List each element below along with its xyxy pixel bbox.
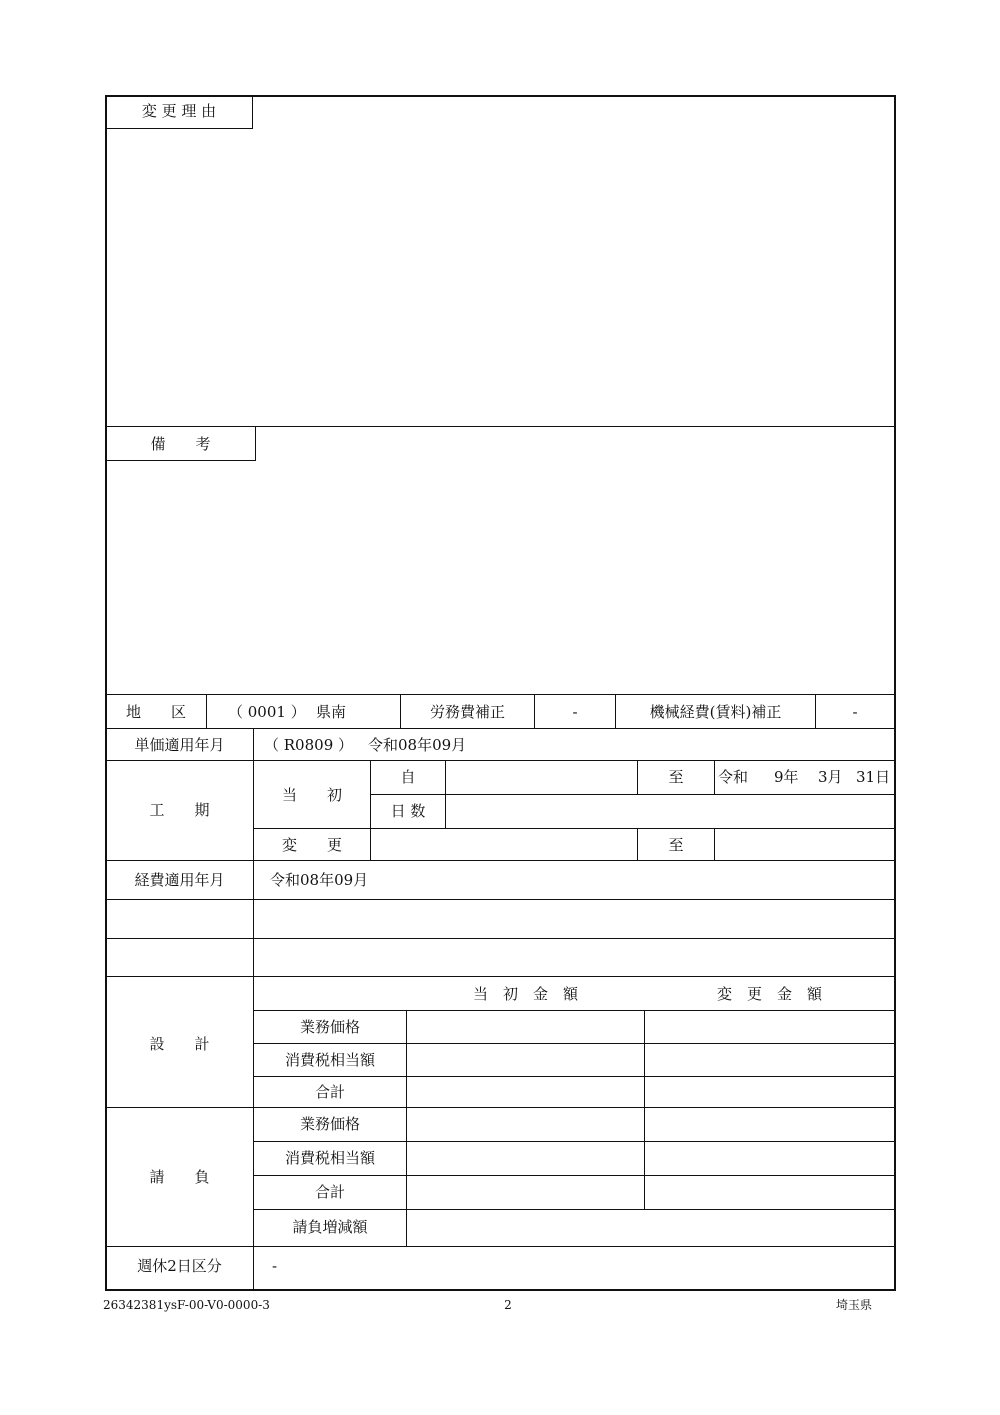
period-to-day: 31日 — [856, 768, 891, 786]
design-row-total: 合計 — [314, 1083, 345, 1101]
period-label: 工 期 — [149, 801, 210, 819]
district-name: 県南 — [316, 703, 347, 721]
initial-amount-header: 当 初 金 額 — [472, 985, 578, 1003]
border-bottom — [105, 1289, 896, 1291]
period-days-label: 日 数 — [390, 802, 426, 820]
district-label: 地 区 — [125, 703, 186, 721]
remarks-label: 備 考 — [150, 435, 211, 453]
weekly-holiday-label: 週休2日区分 — [137, 1257, 222, 1275]
period-to-month: 3月 — [818, 768, 843, 786]
contract-row-business-price: 業務価格 — [299, 1115, 360, 1133]
border-top — [105, 95, 896, 97]
footer-issuer: 埼玉県 — [836, 1298, 873, 1312]
district-code: （ 0001 ） — [228, 703, 306, 721]
design-label: 設 計 — [149, 1035, 210, 1053]
period-change-to-label: 至 — [668, 836, 684, 854]
labor-correction-value: - — [572, 703, 578, 721]
labor-correction-label: 労務費補正 — [429, 703, 505, 721]
unit-price-month-code: （ R0809 ） — [264, 736, 354, 754]
machine-correction-label: 機械経費(賃料)補正 — [649, 703, 782, 721]
machine-correction-value: - — [852, 703, 858, 721]
period-change-label: 変 更 — [281, 836, 342, 854]
contract-increase-label: 請負増減額 — [292, 1218, 368, 1236]
unit-price-month-label: 単価適用年月 — [134, 736, 225, 754]
unit-price-month-value: 令和08年09月 — [368, 736, 467, 754]
expense-month-value: 令和08年09月 — [270, 871, 369, 889]
period-to-era: 令和 — [718, 768, 749, 786]
period-to-year: 9年 — [774, 768, 799, 786]
design-row-tax: 消費税相当額 — [284, 1051, 375, 1069]
footer-page-number: 2 — [504, 1298, 512, 1312]
contract-label: 請 負 — [149, 1168, 210, 1186]
contract-row-tax: 消費税相当額 — [284, 1149, 375, 1167]
period-initial-label: 当 初 — [281, 786, 342, 804]
footer-doc-id: 26342381ysF-00-V0-0000-3 — [103, 1298, 270, 1312]
design-row-business-price: 業務価格 — [299, 1018, 360, 1036]
border-right — [894, 95, 896, 1290]
changed-amount-header: 変 更 金 額 — [716, 985, 822, 1003]
contract-row-total: 合計 — [314, 1183, 345, 1201]
period-from-label: 自 — [400, 768, 416, 786]
period-to-label: 至 — [668, 768, 684, 786]
expense-month-label: 経費適用年月 — [134, 871, 225, 889]
weekly-holiday-value: - — [272, 1257, 278, 1275]
border-left — [105, 95, 107, 1290]
reason-label: 変 更 理 由 — [141, 102, 217, 120]
